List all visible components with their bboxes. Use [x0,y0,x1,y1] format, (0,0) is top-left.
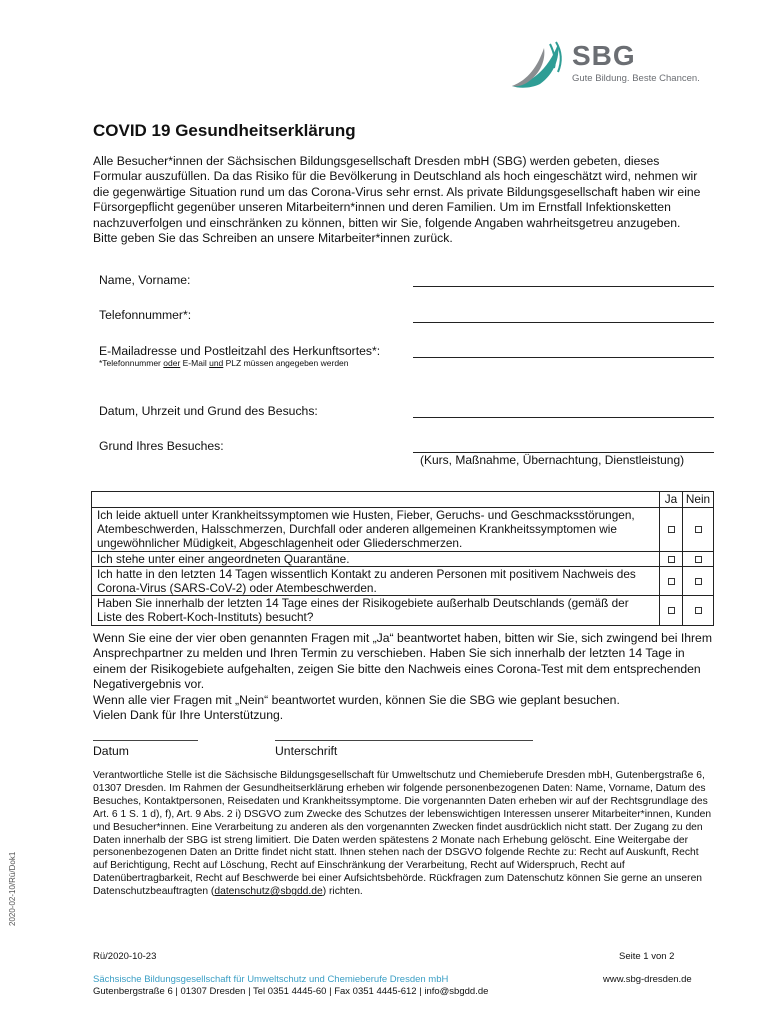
visit-field[interactable] [413,417,714,418]
reason-label: Grund Ihres Besuches: [99,439,224,453]
question-text: Ich stehe unter einer angeordneten Quarantäne. [92,551,660,566]
signature-label: Unterschrift [275,744,338,758]
footer-address: Gutenbergstraße 6 | 01307 Dresden | Tel 0351 4445-60 | Fax 0351 4445-612 | info@sbgdd.de [93,986,489,997]
table-row [92,566,714,595]
name-field[interactable] [413,286,714,287]
side-document-code: 2020-02-10/Rü/Dok1 [8,851,17,926]
no-checkbox[interactable] [695,607,702,614]
question-text: Ich leide aktuell unter Krankheitssymptomen wie Husten, Fieber, Geruchs- und Geschmacksstörungen, Atembeschwerden, Halsschmerzen, Durchfall oder anderen allgemeinen Krankheitssymptomen wie ungewöhnlicher Müdigkeit, Abgeschlagenheit oder Gliederschmerzen. [92,508,660,552]
return-note: Bitte geben Sie das Schreiben an unsere Mitarbeiter*innen zurück. [93,231,453,246]
visit-label: Datum, Uhrzeit und Grund des Besuchs: [99,404,318,418]
logo-tagline: Gute Bildung. Beste Chancen. [572,73,700,84]
yes-checkbox[interactable] [668,556,675,563]
yes-column-header: Ja [660,492,683,508]
question-text: Ich hatte in den letzten 14 Tagen wissentlich Kontakt zu anderen Personen mit positivem Nachweis des Corona-Virus (SARS-CoV-2) oder Atembeschwerden. [92,566,660,595]
document-reference: Rü/2020-10-23 [93,951,157,962]
name-label: Name, Vorname: [99,273,191,287]
no-checkbox[interactable] [695,556,702,563]
intro-paragraph: Alle Besucher*innen der Sächsischen Bildungsgesellschaft Dresden mbH (SBG) werden gebeten, dieses Formular auszufüllen. Da das Risiko für die Bevölkerung in Deutschland als hoch eingeschätzt wird, nehmen wir die gegenwärtige Situation rund um das Corona-Virus sehr ernst. Als private Bildungsgesellschaft haben wir eine Fürsorgepflicht gegenüber unseren Mitarbeitern*innen und deren Familien. Um im Ernstfall Infektionsketten nachzuverfolgen und einschränken zu können, bitten wir Sie, folgende Angaben wahrheitsgetreu anzugeben. [93,154,701,230]
yes-checkbox[interactable] [668,607,675,614]
instructions-text [93,631,713,723]
intro-text [93,154,703,246]
thanks-text: Vielen Dank für Ihre Unterstützung. [93,708,284,723]
privacy-notice: Verantwortliche Stelle ist die Sächsische Bildungsgesellschaft für Umweltschutz und Chemieberufe Dresden mbH, Gutenbergstraße 6, 01307 Dresden. Im Rahmen der Gesundheitserklärung erheben wir folgende personenbezogenen Daten: Name, Vorname, Datum des Besuches, Kontaktpersonen, Reisedaten und Krankheitssymptome. Die vorgenannten Daten erheben wir auf der Rechtsgrundlage des Art. 6 1 S. 1 d), f), Art. 9 Abs. 2 i) DSGVO zum Zwecke des Schutzes der lebenswichtigen Interessen unserer Mitarbeiter*innen, Kunden und Besucher*innen. Eine Verarbeitung zu anderen als den vorgenannten Zwecken findet ausdrücklich nicht statt. Der Zugang zu den Daten innerhalb der SBG ist streng limitiert. Die Daten werden spätestens 2 Monate nach Erhebung gelöscht. Eine Weitergabe der personenbezogenen Daten an Dritte findet nicht statt. Ihnen stehen nach der DSGVO folgende Rechte zu: Recht auf Auskunft, Recht auf Berichtigung, Recht auf Löschung, Recht auf Einschränkung der Verarbeitung, Recht auf Widerspruch, Recht auf Datenübertragbarkeit, Recht auf Beschwerde bei einer Aufsichtsbehörde. Rückfragen zum Datenschutz können Sie gerne an unseren Datenschutzbeauftragten (datenschutz@sbgdd.de) richten. [93,770,712,898]
no-checkbox[interactable] [695,526,702,533]
page-title: COVID 19 Gesundheitserklärung [93,121,356,140]
yes-checkbox[interactable] [668,578,675,585]
email-field[interactable] [413,357,714,358]
privacy-email-link[interactable]: datenschutz@sbgdd.de [214,886,323,898]
no-instructions: Wenn alle vier Fragen mit „Nein“ beantwortet wurden, können Sie die SBG wie geplant besuchen. [93,692,620,707]
no-column-header: Nein [683,492,714,508]
date-label: Datum [93,744,129,758]
signature-line[interactable] [275,740,533,741]
question-text: Haben Sie innerhalb der letzten 14 Tage eines der Risikogebiete außerhalb Deutschlands (gemäß der Liste des Robert-Koch-Instituts) besucht? [92,596,660,625]
date-signature-line[interactable] [93,740,198,741]
page-number: Seite 1 von 2 [619,951,675,962]
table-row [92,596,714,625]
table-header-row [92,492,714,508]
phone-label: Telefonnummer*: [99,308,192,322]
reason-hint: (Kurs, Maßnahme, Übernachtung, Dienstleistung) [420,453,685,467]
yes-checkbox[interactable] [668,526,675,533]
contact-footnote: *Telefonnummer oder E-Mail und PLZ müssen angegeben werden [99,358,349,368]
footer-website[interactable]: www.sbg-dresden.de [603,974,692,985]
table-row [92,551,714,566]
email-label: E-Mailadresse und Postleitzahl des Herkunftsortes*: [99,344,381,358]
no-checkbox[interactable] [695,578,702,585]
health-questions-table [91,491,714,626]
logo-wordmark: SBG [572,40,636,71]
footer-company: Sächsische Bildungsgesellschaft für Umweltschutz und Chemieberufe Dresden mbH [93,974,449,985]
phone-field[interactable] [413,322,714,323]
table-row [92,508,714,552]
yes-instructions: Wenn Sie eine der vier oben genannten Fragen mit „Ja“ beantwortet haben, bitten wir Sie, sich zwingend bei Ihrem Ansprechpartner zu melden und Ihren Termin zu verschieben. Haben Sie sich innerhalb der letzten 14 Tage in einem der Risikogebiete aufgehalten, zeigen Sie bitte den Nachweis eines Corona-Test mit dem entsprechenden Negativergebnis vor. [93,631,712,692]
